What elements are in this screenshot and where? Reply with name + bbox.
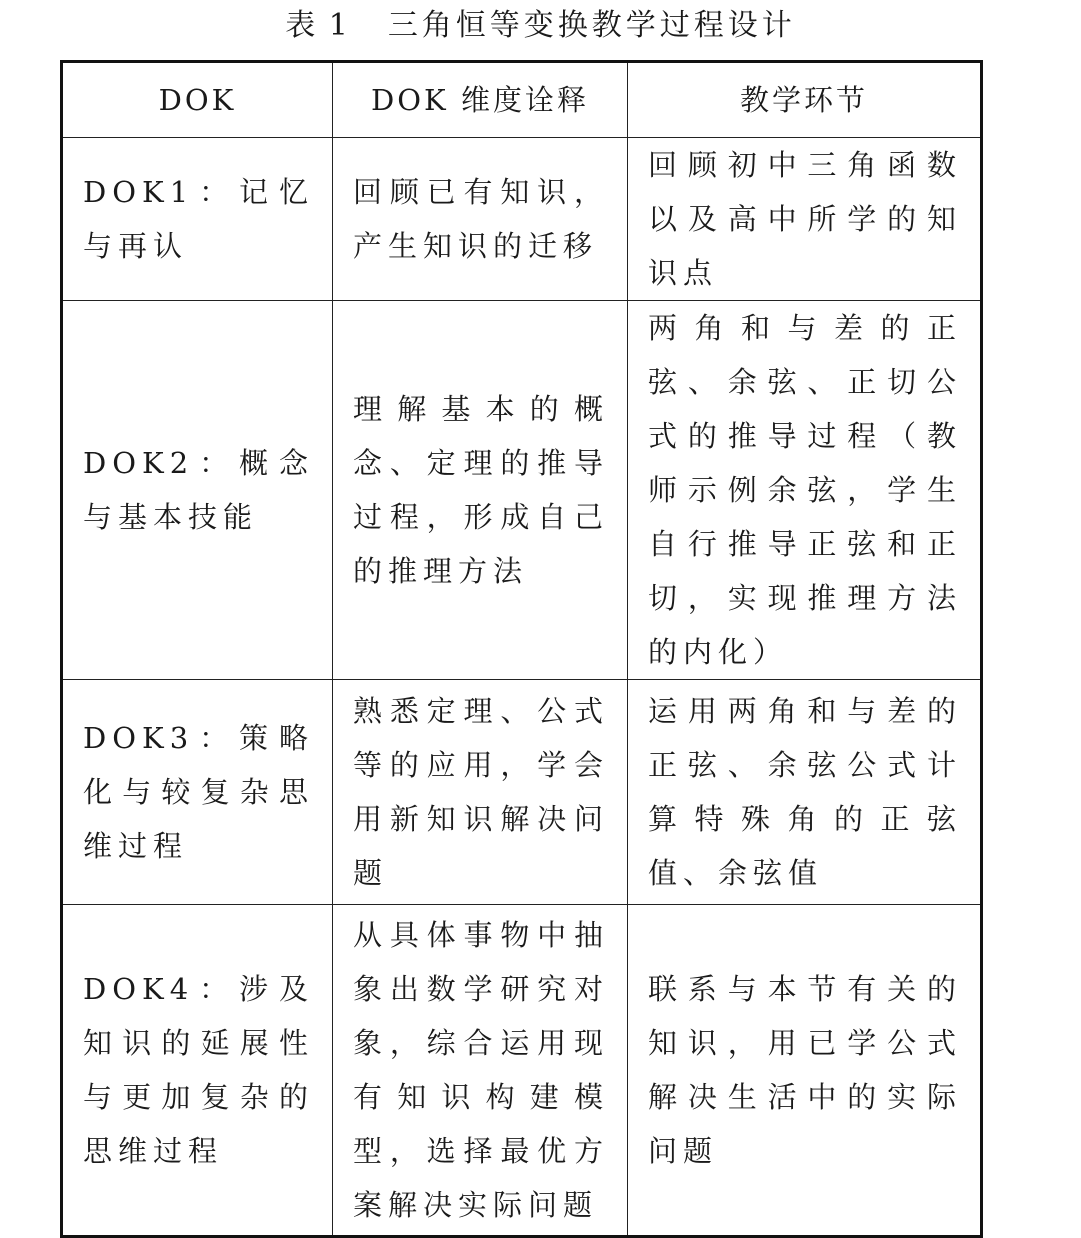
dok-level-cell: DOK4：涉及知识的延展性与更加复杂的思维过程 (62, 905, 333, 1237)
header-teaching-stage: 教学环节 (628, 62, 982, 138)
interpretation-cell: 理解基本的概念、定理的推导过程，形成自己的推理方法 (333, 301, 628, 680)
interpretation-cell: 熟悉定理、公式等的应用，学会用新知识解决问题 (333, 680, 628, 905)
table-row (62, 905, 982, 1237)
dok-level-cell: DOK2：概念与基本技能 (62, 301, 333, 680)
table-header-row (62, 62, 982, 138)
dok-teaching-design-table (60, 60, 983, 1238)
header-dok-interpretation: DOK 维度诠释 (333, 62, 628, 138)
table-number: 表 1 (285, 8, 350, 43)
header-dok: DOK (62, 62, 333, 138)
table-row (62, 680, 982, 905)
table-row (62, 138, 982, 301)
teaching-stage-cell: 联系与本节有关的知识，用已学公式解决生活中的实际问题 (628, 905, 982, 1237)
teaching-stage-cell: 运用两角和与差的正弦、余弦公式计算特殊角的正弦值、余弦值 (628, 680, 982, 905)
table-caption (0, 2, 1081, 50)
table-row (62, 301, 982, 680)
dok-level-cell: DOK3：策略化与较复杂思维过程 (62, 680, 333, 905)
interpretation-cell: 从具体事物中抽象出数学研究对象，综合运用现有知识构建模型，选择最优方案解决实际问题 (333, 905, 628, 1237)
interpretation-cell: 回顾已有知识，产生知识的迁移 (333, 138, 628, 301)
teaching-stage-cell: 两角和与差的正弦、余弦、正切公式的推导过程（教师示例余弦，学生自行推导正弦和正切，实现推理方法的内化） (628, 301, 982, 680)
dok-level-cell: DOK1：记忆与再认 (62, 138, 333, 301)
teaching-stage-cell: 回顾初中三角函数以及高中所学的知识点 (628, 138, 982, 301)
table-title: 三角恒等变换教学过程设计 (387, 8, 796, 43)
